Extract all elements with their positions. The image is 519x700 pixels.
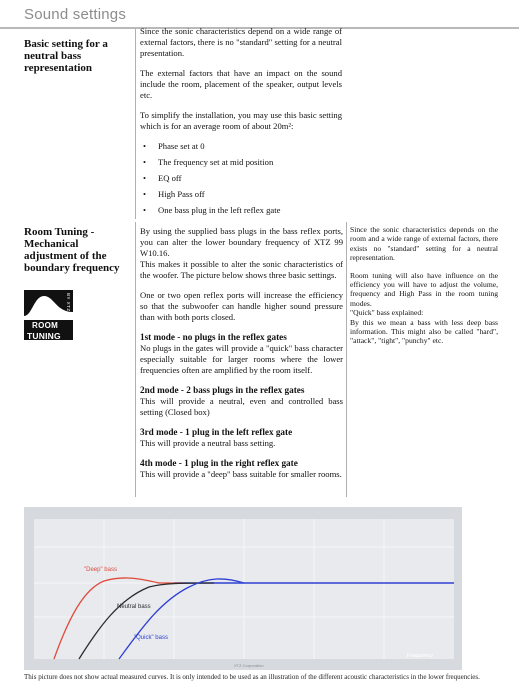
list-item: • Phase set at 0 [158,141,342,152]
mode-text: No plugs in the gates will provide a "quick" bass character especially suitable for larger rooms where the lower frequencies often are amplified by the room itself. [140,343,343,375]
basic-setting-heading: Basic setting for a neutral bass representation [24,38,108,74]
side-note: By this we mean a bass with less deep bass information. This might also be called "hard", "attack", "tight", "punchy" etc. [350,317,498,346]
list-item: • One bass plug in the left reflex gate [158,205,342,216]
list-item: • EQ off [158,173,342,184]
column-divider-2 [135,222,136,497]
page-title: Sound settings [24,6,127,23]
neutral-bass-label: Neutral bass [117,604,151,610]
room-paragraph: This makes it possible to alter the sonic characteristics of the woofer. The picture below shows three basic settings. [140,259,343,280]
side-note: "Quick" bass explained: [350,308,424,318]
list-item: • High Pass off [158,189,342,200]
room-paragraph: One or two open reflex ports will increase the efficiency so that the subwoofer can handle higher sound pressure than with both ports closed. [140,290,343,322]
side-notes [350,225,498,354]
frequency-axis-label: Frequency [407,653,433,659]
logo-byxtz-text: BY XTZ [66,293,71,312]
mode-text: This will provide a neutral bass setting. [140,438,276,448]
figure-caption: This picture does not show actual measured curves. It is only intended to be used as an illustration of the different acoustic characteristics in the lower frequencies. [24,673,480,681]
mode-title: 3rd mode - 1 plug in the left reflex gate [140,427,293,437]
room-tuning-logo [24,290,73,340]
mode-block [140,458,343,480]
logo-room-text: ROOM [32,321,59,330]
basic-paragraph: To simplify the installation, you may use this basic setting which is for an average room of about 20m²: [140,110,342,131]
mode-title: 1st mode - no plugs in the reflex gates [140,332,287,342]
deep-bass-label: "Deep" bass [84,567,117,573]
mode-block [140,385,343,418]
list-item: • The frequency set at mid position [158,157,342,168]
side-note: Room tuning will also have influence on the efficiency you will have to adjust the volume, frequency and High Pass in the room tuning modes. [350,270,498,308]
room-paragraph: By using the supplied bass plugs in the bass reflex ports, you can alter the lower boundary frequency of XTZ 99 W10.16. [140,226,343,258]
column-divider-3 [346,222,347,497]
quick-bass-label: "Quick" bass [134,635,168,641]
side-note: Since the sonic characteristics depends on the room and a wide range of external factors, there exists no "standard" setting for a neutral representation. [350,225,498,263]
figure-credit: XTZ Corporation [234,663,264,668]
column-divider-1 [135,29,136,219]
basic-paragraph: The external factors that have an impact on the sound include the room, placement of the speaker, output levels etc. [140,68,342,100]
room-tuning-heading: Room Tuning - Mechanical adjustment of the boundary frequency [24,226,120,274]
mode-text: This will provide a neutral, even and controlled bass setting (Closed box) [140,396,343,417]
bass-curves-illustration [24,507,462,670]
basic-paragraph: Since the sonic characteristics depend on a wide range of external factors, there is no "standard" setting for a neutral presentation. [140,26,342,58]
mode-title: 2nd mode - 2 bass plugs in the reflex gates [140,385,305,395]
basic-settings-list [140,141,342,216]
mode-title: 4th mode - 1 plug in the right reflex gate [140,458,298,468]
mode-block [140,427,343,449]
basic-setting-body [140,26,342,221]
logo-tuning-text: TUNING [27,331,61,340]
mode-block [140,332,343,376]
room-tuning-body [140,226,343,489]
mode-text: This will provide a "deep" bass suitable for smaller rooms. [140,469,342,479]
